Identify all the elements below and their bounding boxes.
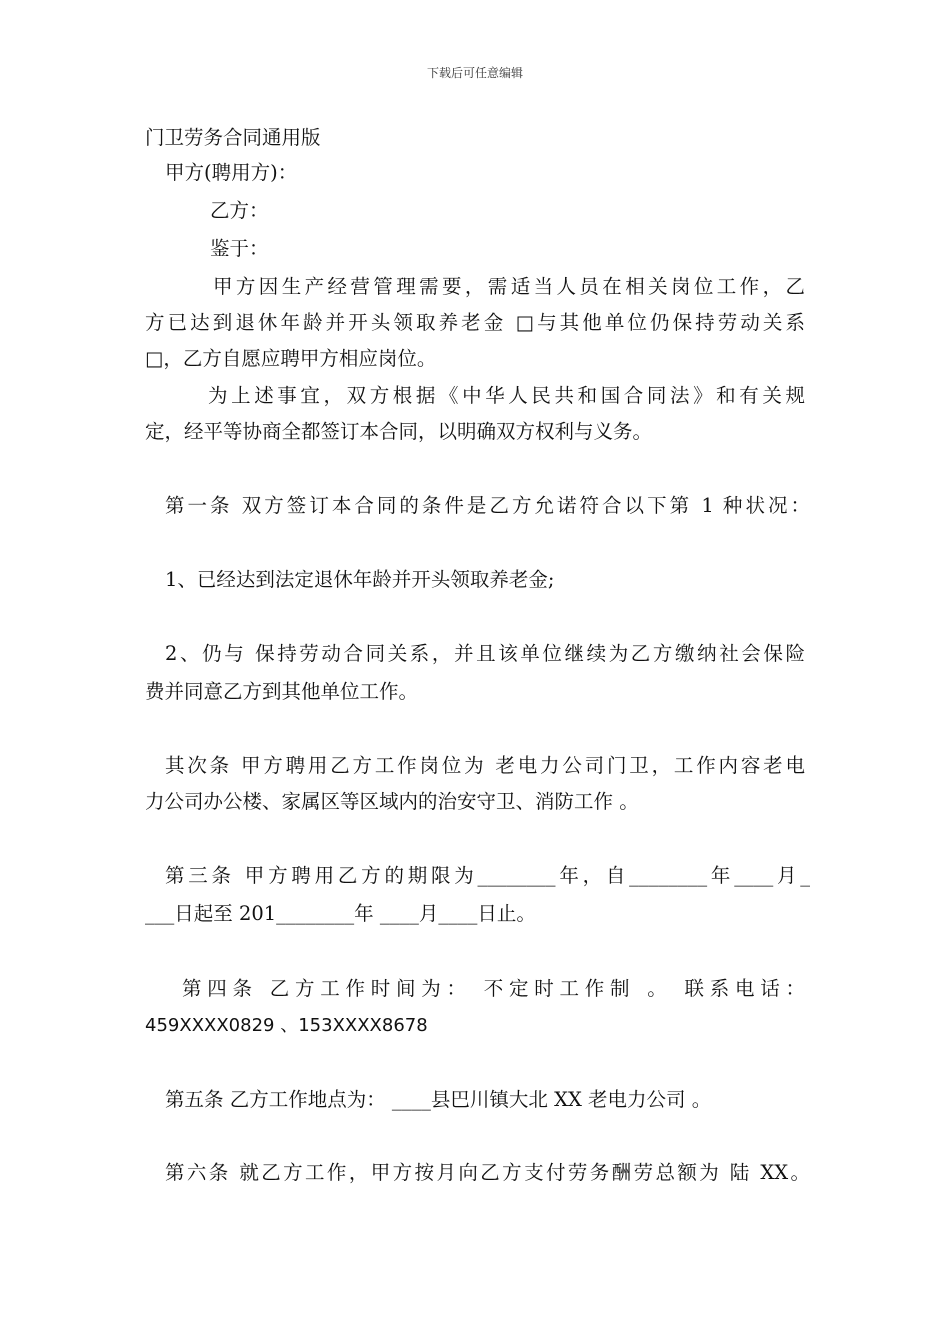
document-title: 门卫劳务合同通用版 — [145, 126, 321, 149]
article-4-line: 第四条 乙方工作时间为： 不定时工作制 。 联系电话： — [182, 977, 805, 1000]
article-3-continuation: ___日起至 201________年 ____月____日止。 — [145, 902, 536, 925]
article-5-line: 第五条 乙方工作地点为： ____县巴川镇大北 XX 老电力公司 。 — [165, 1088, 712, 1111]
party-a-line: 甲方(聘用方)： — [165, 161, 298, 184]
party-b-line: 乙方： — [210, 199, 269, 222]
paragraph-line: 定，经平等协商全都签订本合同，以明确双方权利与义务。 — [145, 420, 653, 443]
article-6-line: 第六条 就乙方工作，甲方按月向乙方支付劳务酬劳总额为 陆 XX。 — [165, 1161, 810, 1184]
paragraph-line: 为上述事宜，双方根据《中华人民共和国合同法》和有关规 — [208, 384, 805, 407]
article-3-line: 第三条 甲方聘用乙方的期限为________年，自________年____月_ — [165, 864, 810, 887]
paragraph-line: □，乙方自愿应聘甲方相应岗位。 — [145, 347, 437, 370]
list-item: 2、仍与 保持劳动合同关系，并且该单位继续为乙方缴纳社会保险 — [165, 642, 805, 665]
list-item: 1、已经达到法定退休年龄并开头领取养老金; — [165, 568, 555, 591]
whereas-line: 鉴于： — [210, 237, 269, 260]
article-1-line: 第一条 双方签订本合同的条件是乙方允诺符合以下第 1 种状况： — [165, 494, 810, 517]
article-2-line: 其次条 甲方聘用乙方工作岗位为 老电力公司门卫，工作内容老电 — [165, 754, 805, 777]
phone-numbers: 459XXXX0829 、153XXXX8678 — [145, 1015, 428, 1036]
list-item-continuation: 费并同意乙方到其他单位工作。 — [145, 680, 419, 703]
paragraph-line: 方已达到退休年龄并开头领取养老金 □与其他单位仍保持劳动关系 — [145, 311, 805, 334]
article-2-continuation: 力公司办公楼、家属区等区域内的治安守卫、消防工作 。 — [145, 790, 639, 813]
page-header: 下载后可任意编辑 — [426, 66, 523, 80]
paragraph-line: 甲方因生产经营管理需要，需适当人员在相关岗位工作，乙 — [213, 275, 805, 298]
